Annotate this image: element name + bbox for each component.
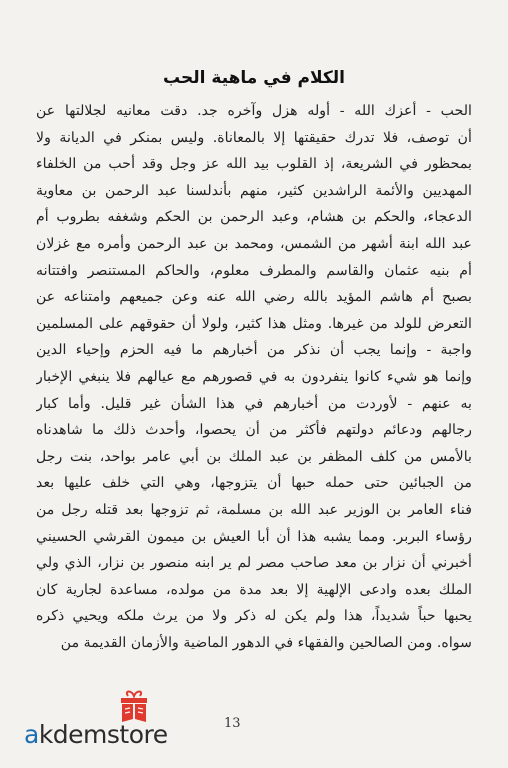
- text-line: رجالهم ودعائم دولتهم فأكثر من أن يحصوا، وأحدث ذلك ما شاهدناه: [36, 422, 472, 439]
- text-line: فناء العامر بن الوزير عبد الله بن مسلمة، ثم تزوجها بعد قتله رجل من: [36, 501, 472, 518]
- text-line: سواه. ومن الصالحين والفقهاء في الدهور الماضية والأزمان القديمة من: [60, 634, 472, 651]
- text-line: أن توصف، فلا تدرك حقيقتها إلا بالمعاناة. وليس بمنكر في الديانة ولا: [36, 129, 472, 146]
- text-line: به عنهم - لأوردت من أخبارهم في هذا الشأن غير قليل. وأما كبار: [36, 395, 472, 412]
- text-line: المهديين والأئمة الراشدين كثير، منهم بأندلسنا عبد الرحمن بن معاوية: [36, 182, 472, 199]
- text-line: الملك بعده وادعى الإلهية إلا بعد مدة من مولده، مساعدة لجارية كان: [36, 581, 472, 598]
- logo-wordmark: akdemstore: [24, 720, 168, 749]
- text-line: أخبرني أن نزار بن معد صاحب مصر لم ير ابنه منصور بن نزار، الذي ولي: [36, 555, 472, 572]
- text-line: يحبها حباً شديداً، هذا ولم يكن له ذكر ولا من يرث ملكه ويحيي ذكره: [36, 608, 472, 625]
- text-line: عبد الله ابنة أشهر من الشمس، ومحمد بن عبد الرحمن وأمره مع غزلان: [36, 235, 472, 252]
- book-gift-icon: [118, 690, 150, 724]
- text-line: الدعجاء، والحكم بن هشام، وعبد الرحمن بن الحكم وشغفه بطروب أم: [36, 209, 472, 226]
- body-text: [36, 98, 472, 656]
- text-line: رؤساء البربر. ومما يشبه هذا أن أبا العيش بن ميمون القرشي الحسيني: [36, 528, 472, 545]
- text-line: بصبح أم هاشم المؤيد بالله رضي الله عنه وعن جميعهم وامتناعه عن: [36, 289, 472, 306]
- page-number: 13: [224, 716, 241, 731]
- text-line: واجبة - وإنما يجب أن نذكر من أخبارهم ما فيه الحزم وإحياء الدين: [36, 342, 472, 359]
- text-line: الحب - أعزك الله - أوله هزل وآخره جد. دقت معانيه لجلالتها عن: [36, 103, 472, 119]
- text-line: بمحظور في الشريعة، إذ القلوب بيد الله عز وجل وقد أحب من الخلفاء: [36, 156, 472, 173]
- text-line: أم بنيه عثمان والقاسم والمطرف معلوم، والحاكم المستنصر وافتتانه: [36, 262, 472, 279]
- text-line: من الجبائين حتى حمله حبها أن يتزوجها، وهي التي خلف عليها بعد: [36, 475, 472, 492]
- text-line: وإنما هو شيء كانوا ينفردون به في قصورهم مع عيالهم فلا ينبغي الإخبار: [36, 368, 472, 385]
- text-line: بالأمس من كلف المظفر بن عبد الملك بن أبي عامر بواحد، بنت رجل: [36, 448, 472, 465]
- akdemstore-logo: [14, 690, 214, 750]
- chapter-title: الكلام في ماهية الحب: [163, 68, 345, 88]
- text-line: التعرض للولد من غيرها. ومثل هذا كثير، ولولا أن حقوقهم على المسلمين: [36, 315, 472, 332]
